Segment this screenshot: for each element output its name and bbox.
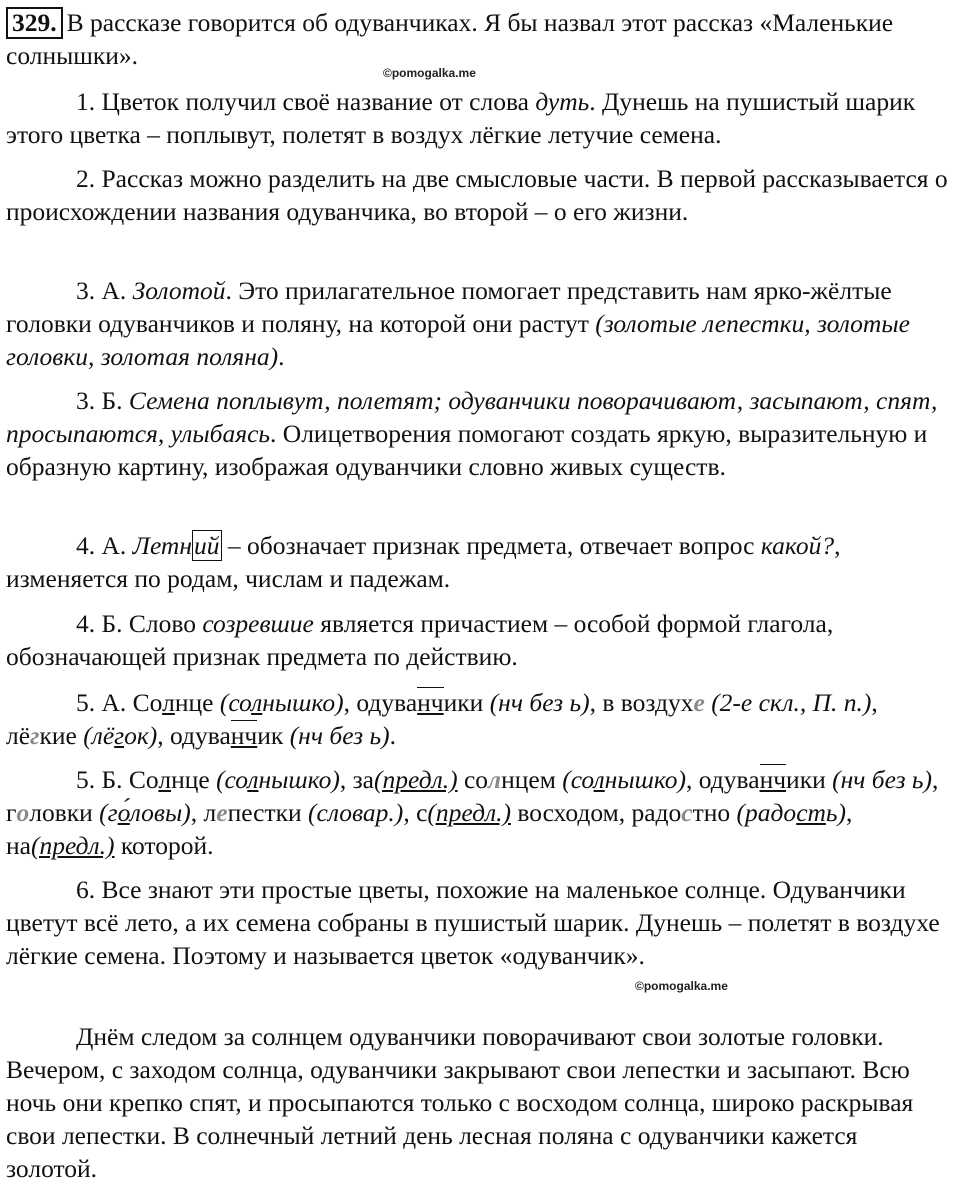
paragraph-5b bbox=[6, 763, 954, 862]
highlighted-letter: е bbox=[693, 688, 705, 717]
intro-paragraph bbox=[6, 6, 954, 72]
text: , лё bbox=[6, 688, 878, 750]
italic-note: (2-е скл., П. п.) bbox=[711, 688, 872, 717]
highlighted-letter: л bbox=[488, 765, 502, 794]
italic-examples: Семена поплывут, полетят; одуванчики поворачивают, засыпают, спят, просыпаются, улыбаясь bbox=[6, 386, 938, 448]
italic-text: (радо bbox=[736, 798, 797, 827]
text: тно bbox=[692, 798, 737, 827]
italic-note: (предл.) bbox=[427, 798, 511, 827]
italic-word: Золотой bbox=[132, 276, 226, 305]
underlined-letter: г bbox=[114, 721, 125, 750]
italic-text: нышко) bbox=[262, 688, 344, 717]
underlined-letter: л bbox=[247, 765, 259, 794]
exercise-number: 329. bbox=[6, 7, 63, 39]
highlighted-letter: с bbox=[681, 798, 693, 827]
text: . Олицетворения помогают создать яркую, выразительную и образную картину, изображая одуванчики словно живых существ. bbox=[6, 419, 928, 481]
text: ик bbox=[257, 721, 290, 750]
paragraph-4a bbox=[6, 529, 954, 595]
text: . Дунешь на пушистый шарик этого цветка – поплывут, полетят в воздух лёгкие летучие семена. bbox=[6, 87, 916, 149]
marked-letters: нч bbox=[417, 688, 444, 717]
text: которой. bbox=[114, 831, 214, 860]
italic-text: (лё bbox=[83, 721, 115, 750]
text: 5. А. Со bbox=[76, 688, 163, 717]
italic-question: какой? bbox=[760, 531, 835, 560]
ending-box: ий bbox=[194, 531, 220, 560]
text: , г bbox=[6, 765, 939, 827]
text: является причастием – особой формой глагола, обозначающей признак предмета по действию. bbox=[6, 609, 834, 671]
highlighted-letter: е bbox=[216, 798, 228, 827]
italic-examples: (золотые лепестки, золотые головки, золотая поляна) bbox=[6, 309, 910, 371]
italic-text: ь) bbox=[825, 798, 847, 827]
paragraph-2: 2. Рассказ можно разделить на две смысловые части. В первой рассказывается о происхождении названия одуванчика, во второй – о его жизни. bbox=[6, 164, 948, 226]
italic-text: (со bbox=[216, 765, 248, 794]
text: , изменяется по родам, числам и падежам. bbox=[6, 531, 841, 593]
text: восходом, радо bbox=[510, 798, 682, 827]
paragraph-1 bbox=[6, 85, 954, 151]
text: , в воздух bbox=[589, 688, 694, 717]
italic-text: ловы) bbox=[129, 798, 191, 827]
text: . bbox=[278, 342, 285, 371]
paragraph-6: 6. Все знают эти простые цветы, похожие на маленькое солнце. Одуванчики цветут всё лето, а их семена собраны в пушистый шарик. Дунешь – полетят в воздухе лёгкие семена. Поэтому и называется цветок «одуванчик». bbox=[6, 875, 940, 970]
underlined-letter: л bbox=[593, 765, 605, 794]
paragraph-3a bbox=[6, 274, 954, 373]
text: 3. А. bbox=[76, 276, 133, 305]
text: нце bbox=[174, 688, 220, 717]
text: нцем bbox=[501, 765, 563, 794]
text: 5. Б. Со bbox=[76, 765, 159, 794]
italic-text: (г bbox=[99, 798, 118, 827]
text: 4. А. bbox=[76, 531, 133, 560]
text: ики bbox=[443, 688, 490, 717]
italic-text: нышко) bbox=[604, 765, 687, 794]
intro-text: В рассказе говорится об одуванчиках. Я бы назвал этот рассказ «Маленькие солнышки». bbox=[6, 8, 894, 70]
italic-note: (нч без ь) bbox=[489, 688, 590, 717]
paragraph-4b bbox=[6, 607, 954, 673]
text: , одува bbox=[343, 688, 418, 717]
highlighted-letter: о bbox=[16, 798, 30, 827]
marked-letters: нч bbox=[230, 721, 258, 750]
text: ловки bbox=[29, 798, 100, 827]
italic-note: (словар.) bbox=[308, 798, 404, 827]
marked-letters: нч bbox=[759, 765, 787, 794]
text: 4. Б. Слово bbox=[76, 609, 203, 638]
text: , л bbox=[190, 798, 217, 827]
text: кие bbox=[39, 721, 84, 750]
italic-text: ок) bbox=[124, 721, 158, 750]
text: пестки bbox=[227, 798, 309, 827]
italic-note: (нч без ь) bbox=[289, 721, 390, 750]
text: . bbox=[389, 721, 396, 750]
text: , одува bbox=[157, 721, 231, 750]
underlined-letter: л bbox=[162, 688, 175, 717]
italic-word: дуть bbox=[535, 87, 590, 116]
italic-word: Летн bbox=[132, 531, 192, 560]
text: со bbox=[457, 765, 489, 794]
watermark-top: ©pomogalka.me bbox=[383, 66, 476, 80]
text: ики bbox=[786, 765, 833, 794]
italic-text: (со bbox=[562, 765, 594, 794]
italic-note: (нч без ь) bbox=[832, 765, 933, 794]
text: . Это прилагательное помогает представить нам ярко-жёлтые головки одуванчиков и поляну, на которой они растут bbox=[6, 276, 892, 338]
watermark-bottom: ©pomogalka.me bbox=[635, 979, 728, 993]
italic-word: созревшие bbox=[202, 609, 314, 638]
text: нце bbox=[171, 765, 217, 794]
underlined-letter: о́ bbox=[117, 798, 130, 827]
italic-note: (предл.) bbox=[30, 831, 115, 860]
paragraph-5a bbox=[6, 686, 954, 752]
paragraph-7: Днём следом за солнцем одуванчики поворачивают свои золотые головки. Вечером, с заходом солнца, одуванчики закрывают свои лепестки и засыпают. Всю ночь они крепко спят, и просыпаются только с восходом солнца, широко раскрывая свои лепестки. В солнечный летний день лесная поляна с одуванчики кажется золотой. bbox=[6, 1022, 914, 1183]
underlined-letter: л bbox=[251, 688, 263, 717]
text: , с bbox=[403, 798, 428, 827]
text: , на bbox=[6, 798, 853, 860]
underlined-letters: ст bbox=[796, 798, 826, 827]
text: , за bbox=[339, 765, 375, 794]
highlighted-letter: г bbox=[30, 721, 40, 750]
italic-text: нышко) bbox=[258, 765, 340, 794]
text: – обозначает признак предмета, отвечает вопрос bbox=[221, 531, 761, 560]
text: 3. Б. bbox=[76, 386, 129, 415]
text: 1. Цветок получил своё название от слова bbox=[76, 87, 536, 116]
underlined-letter: л bbox=[158, 765, 172, 794]
text: , одува bbox=[686, 765, 760, 794]
italic-text: (со bbox=[219, 688, 252, 717]
italic-note: (предл.) bbox=[374, 765, 458, 794]
paragraph-3b bbox=[6, 384, 954, 483]
